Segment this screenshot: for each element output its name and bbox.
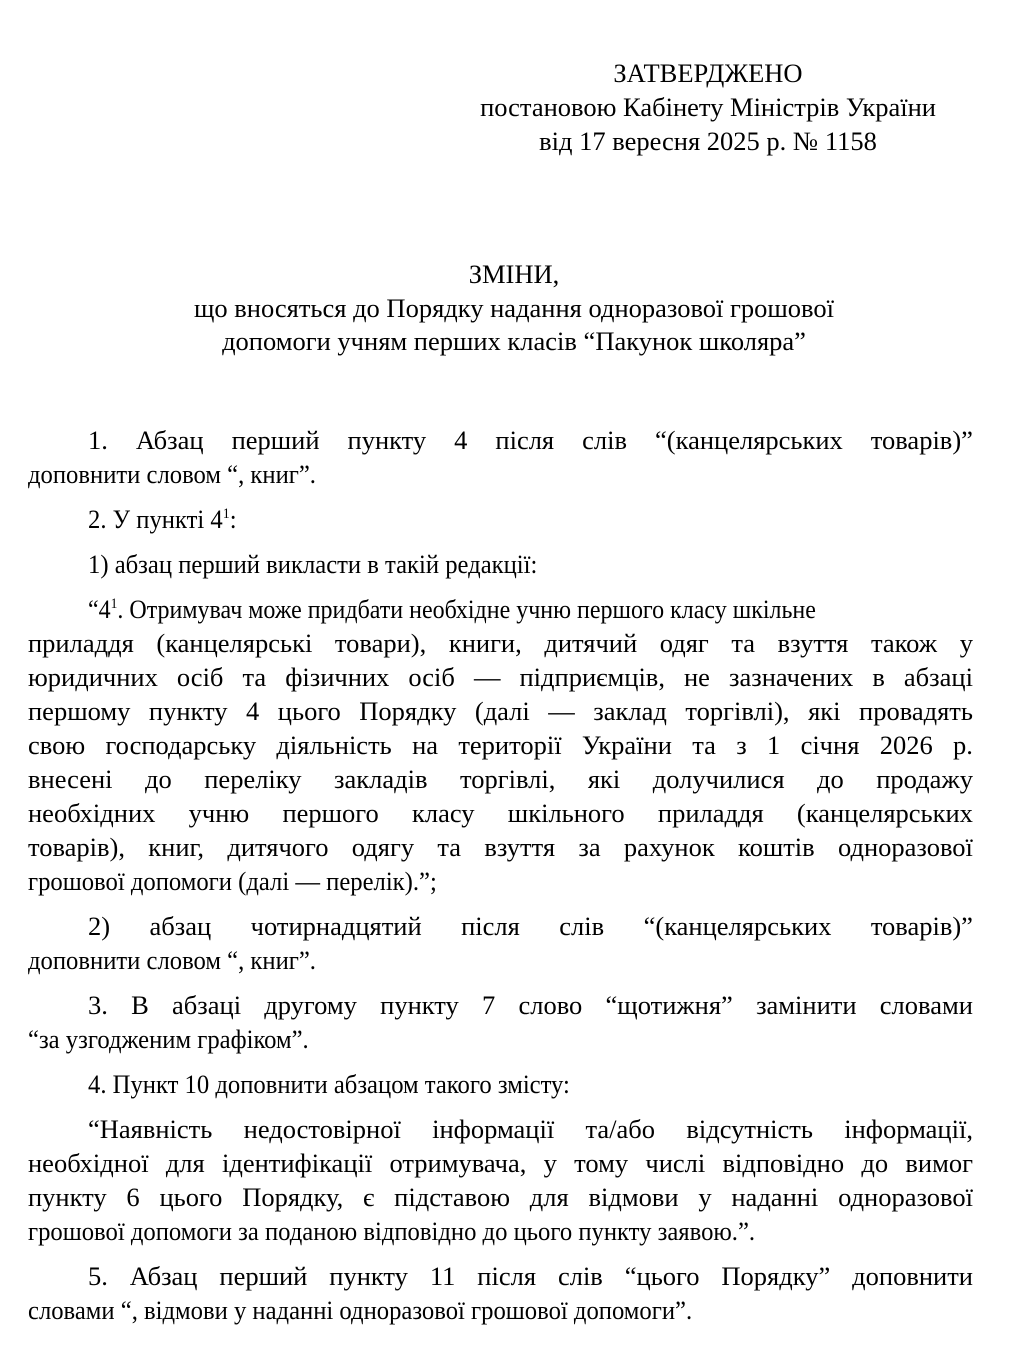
superscript: 1	[222, 506, 230, 522]
quote-1-line	[28, 729, 973, 761]
word: 4	[454, 425, 468, 455]
word: одягу	[351, 832, 415, 862]
word: першому	[28, 696, 131, 726]
word: взуття	[777, 628, 849, 658]
word: 1.	[88, 425, 108, 455]
word: осіб	[408, 662, 455, 692]
word: відповідно	[722, 1148, 845, 1178]
word: одноразової	[838, 832, 973, 862]
word: замінити	[756, 990, 857, 1020]
word: відсутність	[686, 1114, 813, 1144]
word: інформації,	[844, 1114, 973, 1144]
word: Порядку,	[242, 1182, 344, 1212]
word: —	[473, 662, 501, 692]
quote-1-line	[28, 831, 973, 863]
text: словами “, відмови у наданні одноразової грошової допомоги”.	[28, 1295, 693, 1325]
word: 2026	[879, 730, 933, 760]
word: першого	[282, 798, 379, 828]
approval-date: від 17 вересня 2025 р. № 1158	[539, 126, 877, 156]
word: заклад	[593, 696, 667, 726]
word: вимог	[905, 1148, 973, 1178]
word: недостовірної	[243, 1114, 401, 1144]
quote-1-line	[28, 865, 468, 897]
word: товарів),	[28, 832, 125, 862]
word: перший	[219, 1261, 308, 1291]
word: “Наявність	[88, 1114, 213, 1144]
word: дитячого	[227, 832, 329, 862]
word: за	[578, 832, 601, 862]
word: 2)	[88, 911, 111, 941]
word: книг,	[148, 832, 205, 862]
paragraph-5-line	[88, 1260, 973, 1292]
word: долучилися	[652, 764, 785, 794]
text: “4	[88, 594, 111, 624]
word: України	[581, 730, 672, 760]
text: “за узгодженим графіком”.	[28, 1024, 309, 1054]
word: та	[731, 628, 756, 658]
word: до	[145, 764, 172, 794]
word: підставою	[394, 1182, 511, 1212]
word: не	[684, 662, 710, 692]
word: на	[412, 730, 439, 760]
quote-1-line	[28, 763, 973, 795]
word: переліку	[204, 764, 302, 794]
word: діяльність	[276, 730, 392, 760]
word: торгівлі),	[685, 696, 790, 726]
word: у	[959, 628, 973, 658]
word: товарів)”	[870, 911, 973, 941]
word: до	[817, 764, 844, 794]
quote-2-line	[28, 1181, 973, 1213]
paragraph-3-line	[28, 1023, 330, 1055]
word: Порядку	[359, 696, 457, 726]
paragraph-3-line	[88, 989, 973, 1021]
word: та/або	[585, 1114, 656, 1144]
approval-title: ЗАТВЕРДЖЕНО	[613, 58, 803, 88]
word: фізичних	[285, 662, 390, 692]
word: (далі	[474, 696, 530, 726]
word: 5.	[88, 1261, 108, 1291]
word: пункту	[148, 696, 228, 726]
word: для	[165, 1148, 205, 1178]
word: 11	[429, 1261, 456, 1291]
text: грошової допомоги за поданою відповідно до цього пункту заявою.”.	[28, 1216, 756, 1246]
word: закладів	[334, 764, 428, 794]
word: до	[861, 1148, 889, 1178]
superscript: 1	[110, 596, 118, 612]
paragraph-5-line	[28, 1294, 742, 1326]
word: В	[131, 990, 149, 1020]
word: коштів	[738, 832, 815, 862]
word: “щотижня”	[605, 990, 733, 1020]
word: свою	[28, 730, 86, 760]
word: тому	[574, 1148, 629, 1178]
paragraph-1-line	[88, 424, 973, 456]
word: території	[458, 730, 562, 760]
word: приладдя	[28, 628, 134, 658]
word: у	[543, 1148, 557, 1178]
word: пункту	[347, 425, 427, 455]
word: товари),	[334, 628, 427, 658]
word: абзац	[149, 911, 212, 941]
word: рахунок	[623, 832, 715, 862]
quote-1-line	[28, 797, 973, 829]
word: слів	[582, 425, 628, 455]
word: необхідних	[28, 798, 156, 828]
word: у	[698, 1182, 712, 1212]
word: абзаці	[903, 662, 973, 692]
text: 2. У пункті 4	[88, 504, 223, 534]
word: є	[363, 1182, 375, 1212]
text: :	[229, 504, 237, 534]
word: “(канцелярських	[655, 425, 843, 455]
word: приладдя	[657, 798, 764, 828]
word: після	[461, 911, 520, 941]
word: 3.	[88, 990, 108, 1020]
word: 6	[126, 1182, 140, 1212]
quote-1-line	[28, 627, 973, 659]
word: одноразової	[838, 1182, 973, 1212]
word: відмови	[588, 1182, 679, 1212]
word: чотирнадцятий	[250, 911, 422, 941]
word: необхідної	[28, 1148, 149, 1178]
text: 1) абзац перший викласти в такій редакції:	[88, 549, 538, 579]
word: словами	[879, 990, 973, 1020]
word: дитячий	[544, 628, 638, 658]
word: також	[870, 628, 938, 658]
word: та	[242, 662, 267, 692]
text: грошової допомоги (далі — перелік).”;	[28, 866, 437, 896]
text: доповнити словом “, книг”.	[28, 459, 316, 489]
paragraph-1-line	[28, 458, 338, 490]
word: та	[692, 730, 716, 760]
word: учню	[188, 798, 250, 828]
word: продажу	[876, 764, 973, 794]
paragraph-4	[88, 1068, 606, 1100]
document-subtitle-line: що вносяться до Порядку надання одноразової грошової	[194, 293, 834, 323]
quote-2-line	[28, 1215, 810, 1247]
word: книги,	[448, 628, 522, 658]
quote-2-line	[28, 1147, 973, 1179]
quote-1-line	[28, 695, 973, 727]
word: пункту	[28, 1182, 107, 1212]
text: доповнити словом “, книг”.	[28, 945, 316, 975]
word: р.	[953, 730, 973, 760]
word: класу	[412, 798, 475, 828]
word: осіб	[176, 662, 224, 692]
word: господарську	[105, 730, 257, 760]
word: 1	[767, 730, 781, 760]
word: зазначених	[729, 662, 854, 692]
word: ідентифікації	[222, 1148, 373, 1178]
word: перший	[231, 425, 320, 455]
word: юридичних	[28, 662, 158, 692]
word: внесені	[28, 764, 113, 794]
word: 4	[246, 696, 260, 726]
word: другому	[264, 990, 357, 1020]
word: які	[808, 696, 841, 726]
word: з	[736, 730, 747, 760]
document-subtitle-line: допомоги учням перших класів “Пакунок школяра”	[222, 326, 806, 356]
text: 4. Пункт 10 доповнити абзацом такого змісту:	[88, 1069, 570, 1099]
word: слів	[557, 1261, 603, 1291]
word: (канцелярські	[156, 628, 313, 658]
quote-1-line	[88, 593, 892, 630]
word: торгівлі,	[460, 764, 556, 794]
word: слово	[518, 990, 583, 1020]
word: провадять	[859, 696, 973, 726]
word: січня	[800, 730, 860, 760]
word: пункту	[329, 1261, 408, 1291]
quote-1-line	[28, 661, 973, 693]
word: “(канцелярських	[643, 911, 832, 941]
word: цього	[159, 1182, 223, 1212]
word: Абзац	[129, 1261, 198, 1291]
word: пункту	[380, 990, 459, 1020]
word: взуття	[484, 832, 556, 862]
word: слів	[559, 911, 605, 941]
word: для	[529, 1182, 569, 1212]
paragraph-2-2-line	[28, 944, 338, 976]
word: шкільного	[507, 798, 625, 828]
word: які	[587, 764, 621, 794]
word: після	[495, 425, 555, 455]
word: в	[872, 662, 885, 692]
word: 7	[482, 990, 496, 1020]
text: . Отримувач може придбати необхідне учню першого класу шкільне	[117, 594, 816, 624]
quote-2-line	[88, 1113, 973, 1145]
word: після	[477, 1261, 537, 1291]
word: (канцелярських	[796, 798, 973, 828]
word: абзаці	[172, 990, 242, 1020]
word: наданні	[731, 1182, 819, 1212]
word: цього	[277, 696, 341, 726]
paragraph-2	[88, 503, 248, 540]
word: одяг	[659, 628, 709, 658]
word: —	[548, 696, 575, 726]
paragraph-2-1	[88, 548, 571, 580]
word: Порядку”	[721, 1261, 831, 1291]
approval-line: постановою Кабінету Міністрів України	[480, 92, 936, 122]
word: та	[437, 832, 462, 862]
paragraph-2-2-line	[88, 910, 973, 942]
document-title: ЗМІНИ,	[468, 259, 560, 289]
word: доповнити	[852, 1261, 973, 1291]
word: підприємців,	[519, 662, 665, 692]
word: “цього	[624, 1261, 700, 1291]
word: товарів)”	[870, 425, 973, 455]
word: числі	[645, 1148, 706, 1178]
word: Абзац	[135, 425, 204, 455]
word: отримувача,	[389, 1148, 527, 1178]
word: інформації	[432, 1114, 555, 1144]
